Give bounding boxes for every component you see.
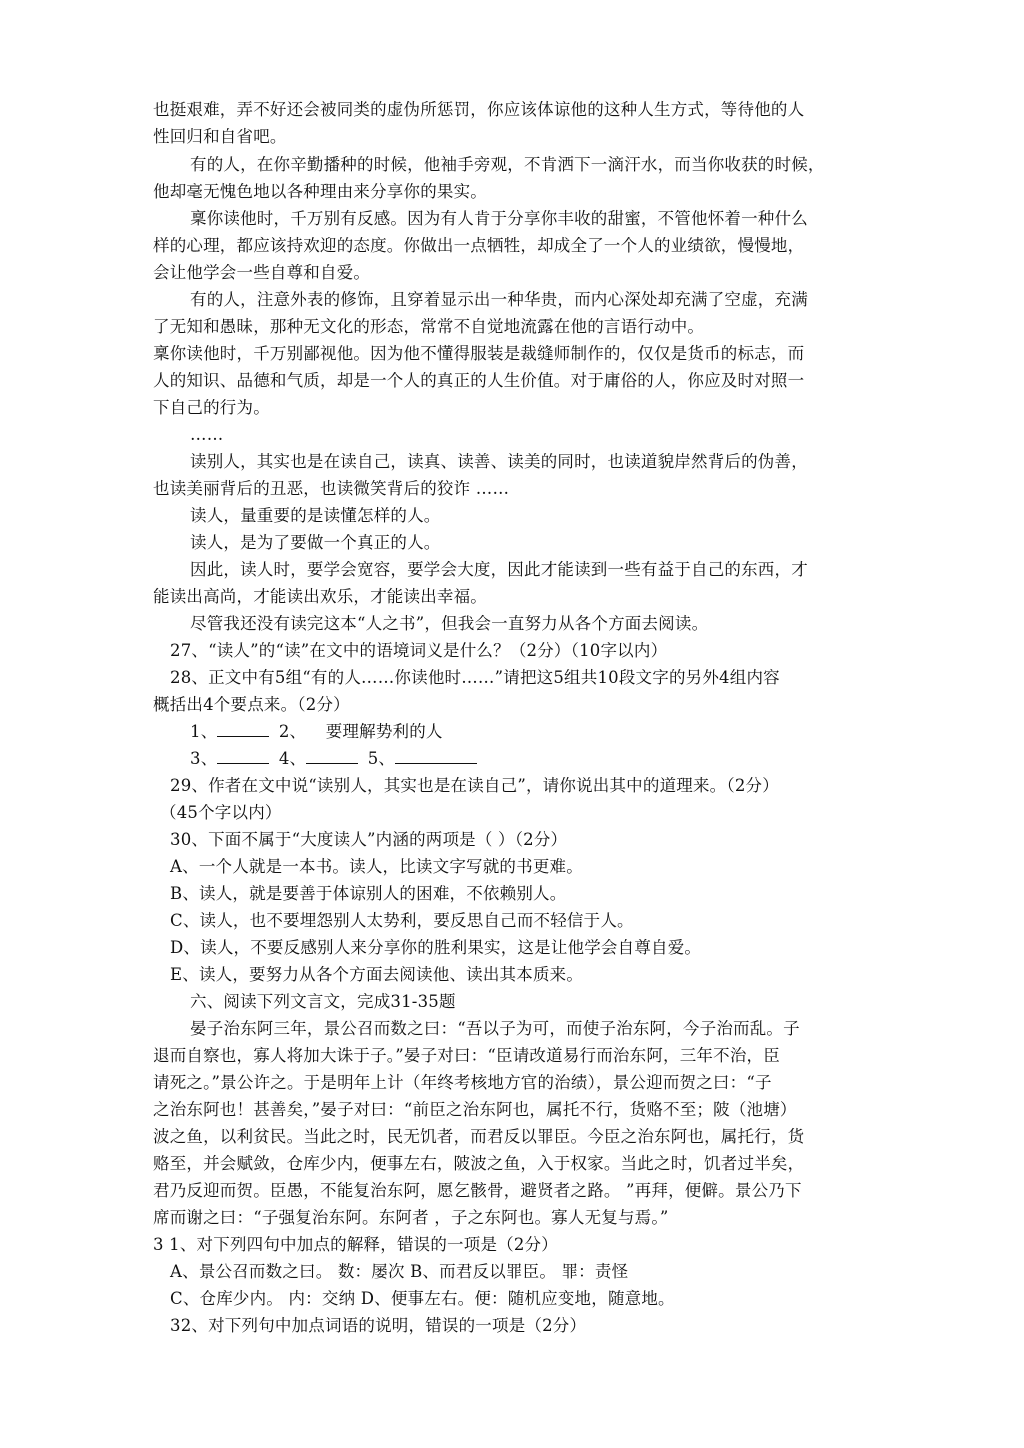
classical-text-line: 席而谢之曰：“子强复治东阿。东阿者 ，子之东阿也。寡人无复与焉。”: [153, 1208, 669, 1227]
answer-blank-4[interactable]: [306, 749, 358, 764]
question-29-continued: （45个字以内）: [160, 803, 282, 822]
text-line: 读人，量重要的是读懂怎样的人。: [190, 506, 441, 525]
question-30: 30、下面不属于“大度读人”内涵的两项是（ ）（2分）: [170, 830, 568, 849]
section-heading: 六、阅读下列文言文，完成31-35题: [190, 992, 456, 1011]
text-line: 也挺艰难，弄不好还会被同类的虚伪所惩罚，你应该体谅他的这种人生方式，等待他的人: [153, 100, 805, 119]
text-line: 读人，是为了要做一个真正的人。: [190, 533, 441, 552]
classical-text-line: 请死之。”景公许之。于是明年上计（年终考核地方官的治绩），景公迎而贺之曰：“子: [153, 1073, 772, 1092]
text-line: 人的知识、品德和气质，却是一个人的真正的人生价值。对于庸俗的人，你应及时对照一: [153, 371, 805, 390]
text-line: 下自己的行为。: [153, 398, 270, 417]
classical-text-line: 退而自察也，寡人将加大诛于子。”晏子对曰：“臣请改道易行而治东阿，三年不治，臣: [153, 1046, 780, 1065]
blank-label-2: 2、: [278, 722, 307, 741]
question-31: 3 1、对下列四句中加点的解释，错误的一项是（2分）: [153, 1235, 558, 1254]
text-line: 因此，读人时，要学会宽容，要学会大度，因此才能读到一些有益于自己的东西，才: [190, 560, 808, 579]
text-line: 也读美丽背后的丑恶，也读微笑背后的狡诈 ……: [153, 479, 510, 498]
text-line: 有的人，在你辛勤播种的时候，他袖手旁观，不肯洒下一滴汗水，而当你收获的时候，: [190, 155, 825, 174]
text-line: 样的心理，都应该持欢迎的态度。你做出一点牺牲，却成全了一个人的业绩欲，慢慢地，: [153, 236, 805, 255]
question-27: 27、“读人”的“读”在文中的语境词义是什么？（2分）（10字以内）: [170, 641, 668, 660]
blank-label-1: 1、: [190, 722, 218, 741]
q31-options-ab: A、景公召而数之曰。 数：屡次 B、而君反以罪臣。 罪：责怪: [170, 1262, 629, 1281]
question-28-continued: 概括出4个要点来。（2分）: [153, 695, 350, 714]
q28-blank-row-2: [190, 749, 477, 769]
classical-text-line: 之治东阿也！甚善矣，”晏子对曰：“前臣之治东阿也，属托不行，货赂不至；陂（池塘）: [153, 1100, 797, 1119]
blank-label-3: 3、: [190, 749, 218, 768]
question-28: 28、正文中有5组“有的人……你读他时……”请把这5组共10段文字的另外4组内容: [170, 668, 780, 687]
question-32: 32、对下列句中加点词语的说明，错误的一项是（2分）: [170, 1316, 587, 1335]
text-line: 稟你读他时，千万别鄙视他。因为他不懂得服装是裁缝师制作的，仅仅是货币的标志，而: [153, 344, 805, 363]
option-e: E、读人，要努力从各个方面去阅读他、读出其本质来。: [170, 965, 584, 984]
text-line: 了无知和愚昧，那种无文化的形态，常常不自觉地流露在他的言语行动中。: [153, 317, 705, 336]
blank-answer-2: 要理解势利的人: [325, 722, 443, 741]
option-b: B、读人，就是要善于体谅别人的困难，不依赖别人。: [170, 884, 567, 903]
text-line: 会让他学会一些自尊和自爱。: [153, 263, 371, 282]
q28-blank-row-1: [190, 722, 443, 742]
text-line: 有的人，注意外表的修饰，且穿着显示出一种华贵，而内心深处却充满了空虚，充满: [190, 290, 808, 309]
option-c: C、读人，也不要埋怨别人太势利，要反思自己而不轻信于人。: [170, 911, 634, 930]
text-line: 尽管我还没有读完这本“人之书”，但我会一直努力从各个方面去阅读。: [190, 614, 709, 633]
ellipsis-line: ……: [190, 425, 224, 444]
classical-text-line: 赂至，并会赋敛，仓库少内，便事左右，陂波之鱼，入于权家。当此之时，饥者过半矣，: [153, 1154, 805, 1173]
blank-label-5: 5、: [367, 749, 396, 768]
text-line: 稟你读他时，千万别有反感。因为有人肯于分享你丰收的甜蜜，不管他怀着一种什么: [190, 209, 808, 228]
classical-text-line: 晏子治东阿三年，景公召而数之曰：“吾以子为可，而使子治东阿，今子治而乱。子: [190, 1019, 800, 1038]
question-29: 29、作者在文中说“读别人，其实也是在读自己”，请你说出其中的道理来。（2分）: [170, 776, 779, 795]
answer-blank-1[interactable]: [217, 722, 269, 737]
blank-label-4: 4、: [278, 749, 307, 768]
text-line: 能读出高尚，才能读出欢乐，才能读出幸福。: [153, 587, 487, 606]
text-line: 他却毫无愧色地以各种理由来分享你的果实。: [153, 182, 487, 201]
answer-blank-5[interactable]: [395, 749, 477, 764]
classical-text-line: 君乃反迎而贺。臣愚，不能复治东阿，愿乞骸骨，避贤者之路。 ”再拜，便僻。景公乃下: [153, 1181, 802, 1200]
classical-text-line: 波之鱼，以利贫民。当此之时，民无饥者，而君反以罪臣。今臣之治东阿也，属托行，货: [153, 1127, 805, 1146]
answer-blank-3[interactable]: [217, 749, 269, 764]
text-line: 读别人，其实也是在读自己，读真、读善、读美的同时，也读道貌岸然背后的伪善，: [190, 452, 808, 471]
option-a: A、一个人就是一本书。读人，比读文字写就的书更难。: [170, 857, 583, 876]
option-d: D、读人，不要反感别人来分享你的胜利果实，这是让他学会自尊自爱。: [170, 938, 702, 957]
text-line: 性回归和自省吧。: [153, 127, 287, 146]
q31-options-cd: C、仓库少内。 内：交纳 D、便事左右。便：随机应变地，随意地。: [170, 1289, 675, 1308]
